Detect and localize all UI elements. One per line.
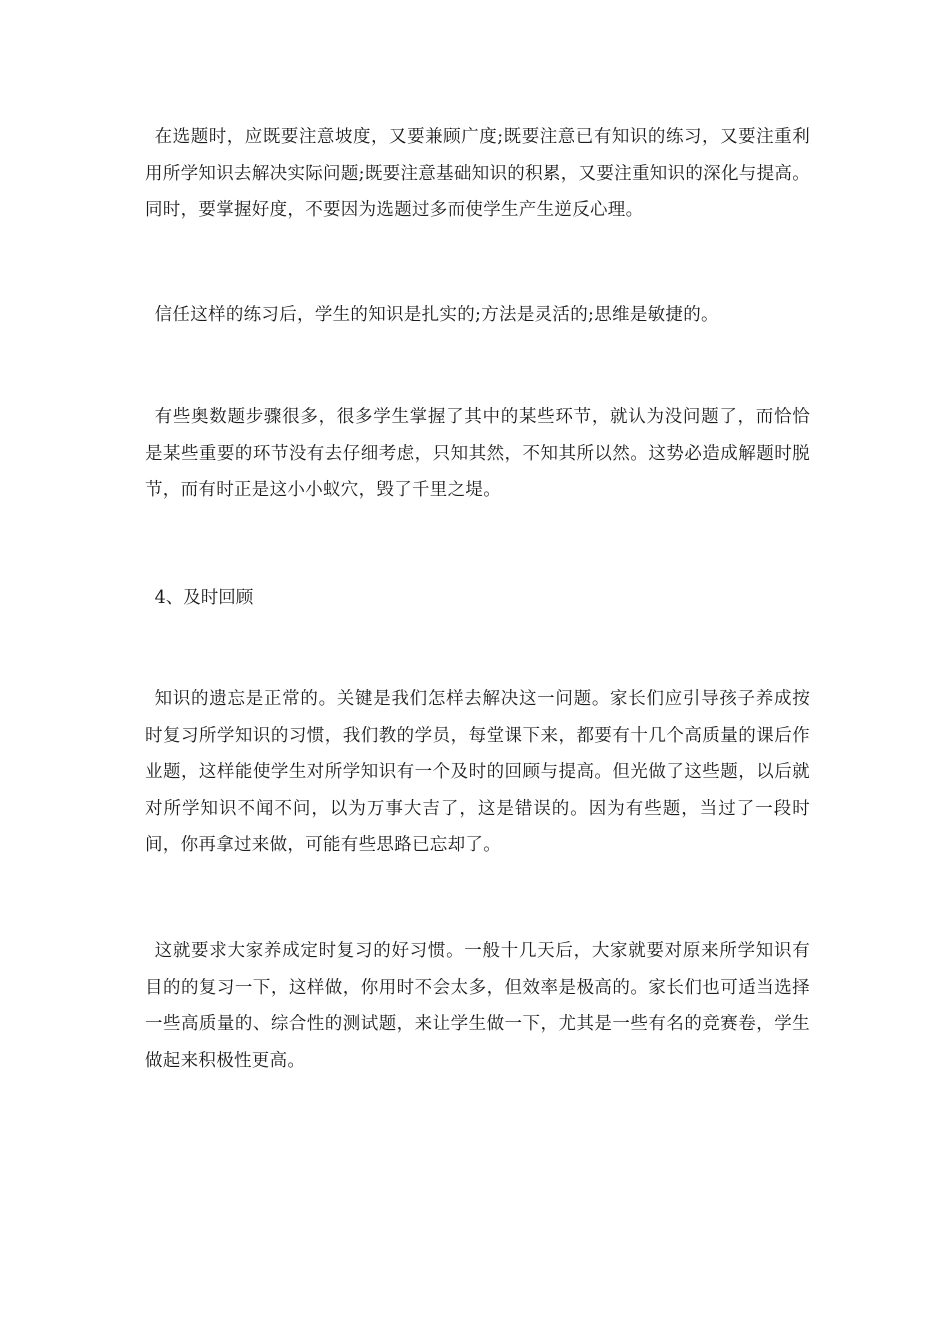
paragraph-regular-review: 这就要求大家养成定时复习的好习惯。一般十几天后，大家就要对原来所学知识有目的的复习一下，这样做，你用时不会太多，但效率是极高的。家长们也可适当选择一些高质量的、综合性的测试题，来让学生做一下，尤其是一些有名的竞赛卷，学生做起来积极性更高。 xyxy=(145,941,810,1071)
paragraph-forgetting: 知识的遗忘是正常的。关键是我们怎样去解决这一问题。家长们应引导孩子养成按时复习所学知识的习惯，我们教的学员，每堂课下来，都要有十几个高质量的课后作业题，这样能使学生对所学知识有一个及时的回顾与提高。但光做了这些题，以后就对所学知识不闻不问，以为万事大吉了，这是错误的。因为有些题，当过了一段时间，你再拿过来做，可能有些思路已忘却了。 xyxy=(145,689,810,856)
paragraph-practice-result: 信任这样的练习后，学生的知识是扎实的;方法是灵活的;思维是敏捷的。 xyxy=(154,305,719,325)
section-heading-review: 4、及时回顾 xyxy=(154,588,254,608)
paragraph-topic-selection: 在选题时，应既要注意坡度，又要兼顾广度;既要注意已有知识的练习，又要注重利用所学知识去解决实际问题;既要注意基础知识的积累，又要注重知识的深化与提高。同时，要掌握好度，不要因为选题过多而使学生产生逆反心理。 xyxy=(145,127,810,221)
paragraph-olympiad-steps: 有些奥数题步骤很多，很多学生掌握了其中的某些环节，就认为没问题了，而恰恰是某些重要的环节没有去仔细考虑，只知其然，不知其所以然。这势必造成解题时脱节，而有时正是这小小蚁穴，毁了千里之堤。 xyxy=(145,407,810,501)
